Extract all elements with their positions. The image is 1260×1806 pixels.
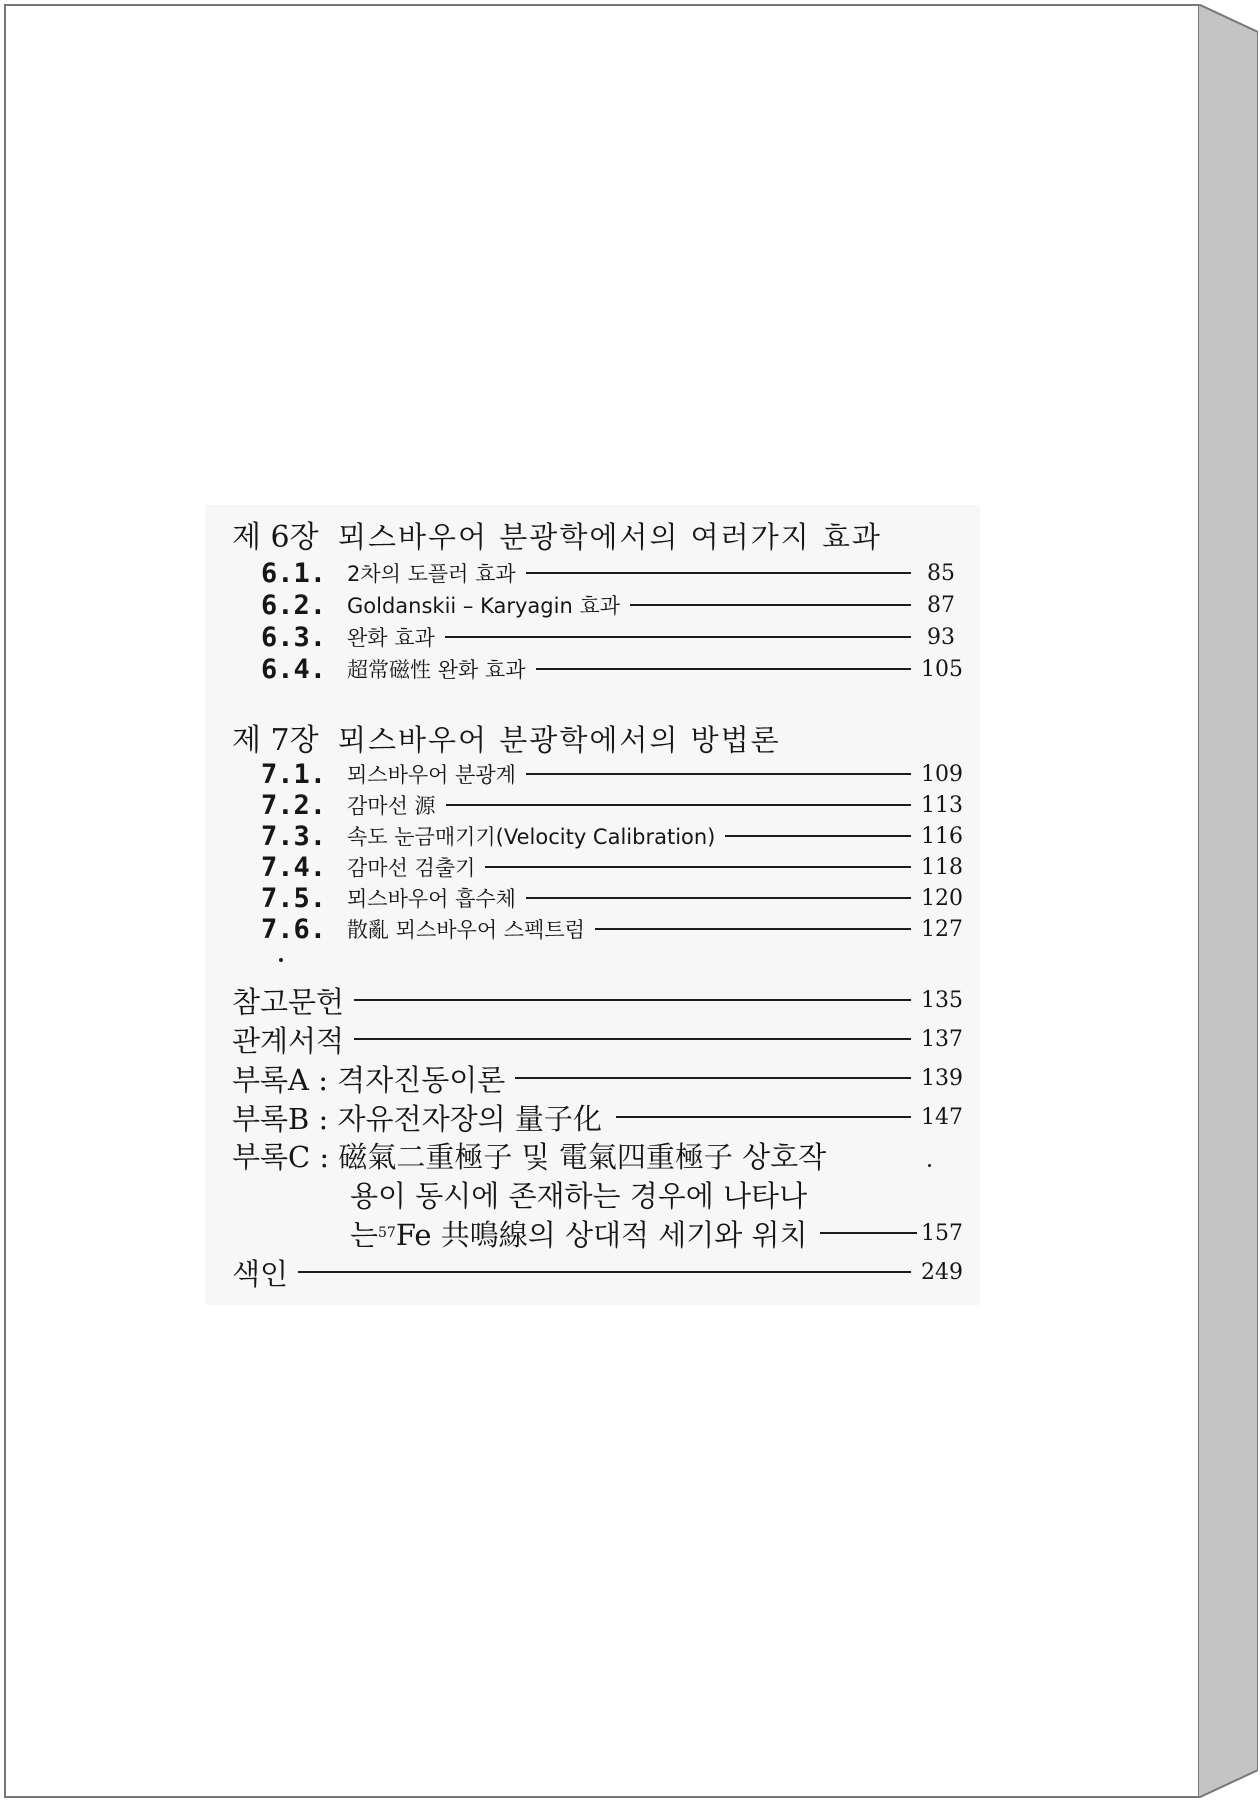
dot-leader xyxy=(820,1232,917,1234)
dot-leader xyxy=(354,1038,911,1040)
dot-leader xyxy=(298,1271,911,1273)
page-number: 135 xyxy=(921,987,963,1013)
toc-entry-references[interactable] xyxy=(232,980,963,1020)
speck-mark xyxy=(928,1164,931,1167)
section-title: 散亂 뫼스바우어 스펙트럼 xyxy=(347,918,585,942)
isotope-superscript: 57 xyxy=(378,1225,396,1241)
section-title: 超常磁性 완화 효과 xyxy=(347,658,526,682)
dot-leader xyxy=(536,668,912,670)
page-number: 85 xyxy=(927,560,955,586)
toc-entry-appendix-c[interactable] xyxy=(232,1135,955,1175)
chapter-title: 뫼스바우어 분광학에서의 여러가지 효과 xyxy=(338,520,882,554)
section-title: 감마선 源 xyxy=(347,794,436,818)
entry-title-line3-prefix: 는 xyxy=(350,1217,379,1252)
toc-entry-7-3[interactable] xyxy=(261,820,963,852)
toc-entry-6-2[interactable] xyxy=(261,589,955,621)
dot-leader xyxy=(445,636,911,638)
page-number: 93 xyxy=(927,624,955,650)
page-number: 113 xyxy=(921,792,963,818)
section-title: 뫼스바우어 분광계 xyxy=(347,763,516,787)
toc-entry-7-4[interactable] xyxy=(261,851,963,883)
section-number: 7.4. xyxy=(261,851,327,883)
page-number: 116 xyxy=(921,823,963,849)
chapter-label: 제 6장 xyxy=(232,520,319,555)
section-number: 7.6. xyxy=(261,913,327,945)
section-number: 7.2. xyxy=(261,789,327,821)
dot-leader xyxy=(526,897,911,899)
appendix-c-title-line-2: 용이 동시에 존재하는 경우에 나타나 xyxy=(350,1179,808,1213)
dot-leader xyxy=(446,804,911,806)
page-number: 157 xyxy=(921,1220,963,1246)
chapter-7-heading xyxy=(232,715,781,759)
entry-title: 참고문헌 xyxy=(232,984,345,1019)
entry-title: 관계서적 xyxy=(232,1023,345,1058)
toc-entry-appendix-b[interactable] xyxy=(232,1097,963,1137)
page-number: 249 xyxy=(921,1259,963,1285)
section-title: 속도 눈금매기기(Velocity Calibration) xyxy=(347,825,716,849)
page-number: 127 xyxy=(921,916,963,942)
section-title: 뫼스바우어 흡수체 xyxy=(347,887,516,911)
entry-title: 부록C : 磁氣二重極子 및 電氣四重極子 상호작 xyxy=(232,1139,827,1174)
dot-leader xyxy=(616,1116,911,1118)
page-number: 120 xyxy=(921,885,963,911)
entry-title: 색인 xyxy=(232,1256,289,1291)
dot-leader xyxy=(515,1077,911,1079)
page-number: 137 xyxy=(921,1026,963,1052)
toc-entry-appendix-a[interactable] xyxy=(232,1058,963,1098)
speck-mark xyxy=(279,958,283,962)
toc-entry-6-4[interactable] xyxy=(261,653,963,685)
page-number: 139 xyxy=(921,1065,963,1091)
section-number: 6.1. xyxy=(261,557,327,589)
dot-leader xyxy=(485,866,911,868)
section-title: 완화 효과 xyxy=(347,626,435,650)
entry-title-line3-text: Fe 共鳴線의 상대적 세기와 위치 xyxy=(395,1217,808,1252)
dot-leader xyxy=(526,572,911,574)
section-number: 7.1. xyxy=(261,758,327,790)
toc-entry-6-1[interactable] xyxy=(261,557,955,589)
section-title: 감마선 검출기 xyxy=(347,856,476,880)
dot-leader xyxy=(725,835,911,837)
section-number: 6.3. xyxy=(261,621,327,653)
dot-leader xyxy=(630,604,911,606)
chapter-label: 제 7장 xyxy=(232,723,319,758)
page-number: 118 xyxy=(921,854,963,880)
toc-entry-6-3[interactable] xyxy=(261,621,955,653)
toc-entry-7-5[interactable] xyxy=(261,882,963,914)
page-number: 147 xyxy=(921,1104,963,1130)
dot-leader xyxy=(354,999,911,1001)
entry-title: 부록B : 자유전자장의 量子化 xyxy=(232,1101,602,1136)
page-number: 87 xyxy=(927,592,955,618)
dot-leader xyxy=(595,928,911,930)
page-number: 105 xyxy=(921,656,963,682)
toc-entry-related-books[interactable] xyxy=(232,1019,963,1059)
section-title: Goldanskii – Karyagin 효과 xyxy=(347,594,621,618)
entry-title: 부록A : 격자진동이론 xyxy=(232,1062,506,1097)
section-number: 6.2. xyxy=(261,589,327,621)
toc-entry-7-6[interactable] xyxy=(261,913,963,945)
dot-leader xyxy=(526,773,911,775)
section-number: 7.3. xyxy=(261,820,327,852)
toc-entry-7-1[interactable] xyxy=(261,758,963,790)
toc-entry-7-2[interactable] xyxy=(261,789,963,821)
section-number: 7.5. xyxy=(261,882,327,914)
book-spine xyxy=(1198,4,1258,1798)
toc-entry-index[interactable] xyxy=(232,1252,963,1292)
page-number: 109 xyxy=(921,761,963,787)
section-title: 2차의 도플러 효과 xyxy=(347,562,516,586)
section-number: 6.4. xyxy=(261,653,327,685)
appendix-c-title-line-3 xyxy=(350,1213,963,1253)
chapter-6-heading xyxy=(232,512,882,556)
chapter-title: 뫼스바우어 분광학에서의 방법론 xyxy=(338,723,781,757)
